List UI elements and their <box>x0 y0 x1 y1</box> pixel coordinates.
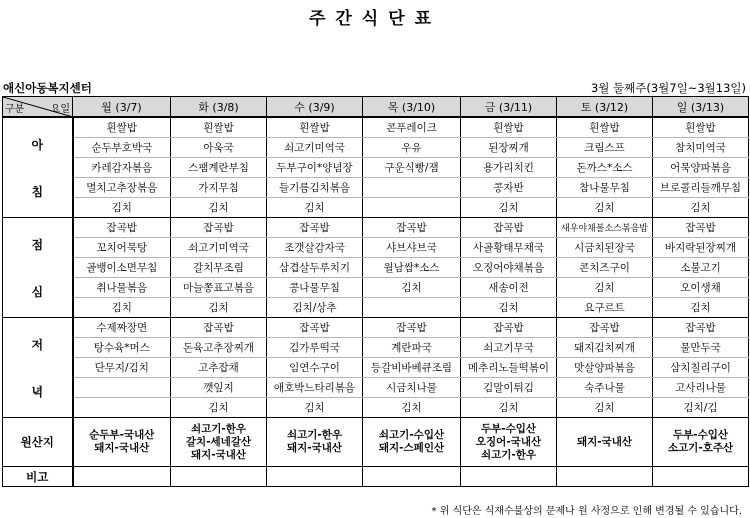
menu-item: 조갯살감자국 <box>267 238 363 258</box>
menu-item: 참치미역국 <box>653 138 749 158</box>
menu-item: 잡곡밥 <box>653 318 749 338</box>
menu-item: 김가루떡국 <box>267 338 363 358</box>
week-range: 3월 둘째주(3월7일~3월13일) <box>590 81 746 95</box>
origin-line: 두부-수입산 <box>672 429 729 441</box>
menu-item: 김치 <box>363 398 461 418</box>
menu-item: 김치 <box>73 198 171 218</box>
day-header: 목 (3/10) <box>363 97 461 118</box>
origin-cell <box>363 418 461 467</box>
menu-item <box>363 198 461 218</box>
origin-label: 원산지 <box>3 418 73 467</box>
origin-line: 쇠고기-한우 <box>286 429 343 441</box>
menu-item: 탕수육*머스 <box>73 338 171 358</box>
corner-cell <box>3 97 73 118</box>
menu-item: 김말이튀김 <box>461 378 557 398</box>
origin-line: 두부-수입산 <box>480 422 537 435</box>
menu-item: 시금치나물 <box>363 378 461 398</box>
menu-item: 된장찌개 <box>461 138 557 158</box>
menu-item: 브로콜리들깨무침 <box>653 178 749 198</box>
menu-item: 고사리나물 <box>653 378 749 398</box>
menu-item <box>73 398 171 418</box>
origin-row <box>3 418 749 467</box>
meal-label-top: 저 <box>31 337 44 352</box>
menu-item: 바지락된장찌개 <box>653 238 749 258</box>
menu-row <box>3 238 749 258</box>
menu-table-body <box>3 97 749 487</box>
menu-item: 김치/상추 <box>267 298 363 318</box>
menu-item: 김치 <box>171 298 267 318</box>
menu-item: 잡곡밥 <box>267 318 363 338</box>
menu-row <box>3 338 749 358</box>
menu-item: 잡곡밥 <box>171 318 267 338</box>
origin-line: 돼지-국내산 <box>286 442 343 454</box>
menu-item: 콩나물무침 <box>267 278 363 298</box>
menu-item <box>73 378 171 398</box>
menu-item: 구운식빵/잼 <box>363 158 461 178</box>
menu-row <box>3 298 749 318</box>
meal-label-top: 아 <box>31 137 44 152</box>
origin-line: 쇠고기-한우 <box>190 422 247 435</box>
note-cell <box>171 467 267 487</box>
origin-line: 오징어-국내산 <box>475 435 542 448</box>
day-header: 수 (3/9) <box>267 97 363 118</box>
menu-item: 수제짜장면 <box>73 318 171 338</box>
menu-item: 취나물볶음 <box>73 278 171 298</box>
menu-item <box>363 178 461 198</box>
menu-item: 크림스프 <box>557 138 653 158</box>
menu-item: 메추리노들떡볶이 <box>461 358 557 378</box>
menu-item: 돼지김치찌개 <box>557 338 653 358</box>
note-cell <box>653 467 749 487</box>
origin-cell <box>653 418 749 467</box>
menu-item: 계란파국 <box>363 338 461 358</box>
menu-row <box>3 178 749 198</box>
menu-item: 어묵양파볶음 <box>653 158 749 178</box>
menu-item: 콘치즈구이 <box>557 258 653 278</box>
menu-item: 콩자반 <box>461 178 557 198</box>
menu-item: 새송이전 <box>461 278 557 298</box>
corner-label-category: 구분 <box>5 104 25 115</box>
day-header: 월 (3/7) <box>73 97 171 118</box>
menu-item: 등갈비바베큐조림 <box>363 358 461 378</box>
menu-item: 김치/김 <box>653 398 749 418</box>
center-name: 애신아동복지센터 <box>3 81 92 95</box>
menu-item: 아욱국 <box>171 138 267 158</box>
menu-row <box>3 318 749 338</box>
origin-line: 돼지-국내산 <box>190 448 247 461</box>
menu-row <box>3 117 749 138</box>
menu-item: 물만두국 <box>653 338 749 358</box>
footnote: * 위 식단은 식재수불상의 문제나 원 사정으로 인해 변경될 수 있습니다. <box>431 506 742 517</box>
menu-row <box>3 158 749 178</box>
menu-item: 흰쌀밥 <box>73 117 171 138</box>
origin-cell <box>73 418 171 467</box>
menu-item: 샤브샤브국 <box>363 238 461 258</box>
menu-item: 잡곡밥 <box>653 218 749 238</box>
menu-item: 잡곡밥 <box>557 318 653 338</box>
meal-label <box>3 318 73 418</box>
menu-item: 순두부호박국 <box>73 138 171 158</box>
origin-line: 쇠고기-수입산 <box>378 429 445 441</box>
menu-item: 쇠고기미역국 <box>267 138 363 158</box>
menu-item: 흰쌀밥 <box>267 117 363 138</box>
day-header: 일 (3/13) <box>653 97 749 118</box>
menu-row <box>3 358 749 378</box>
menu-row <box>3 138 749 158</box>
day-header: 화 (3/8) <box>171 97 267 118</box>
menu-item: 삼치칠리구이 <box>653 358 749 378</box>
menu-item: 멸치고추장볶음 <box>73 178 171 198</box>
page-title: 주간식단표 <box>308 9 442 29</box>
menu-item: 흰쌀밥 <box>557 117 653 138</box>
origin-line: 돼지-국내산 <box>94 442 150 454</box>
menu-row <box>3 278 749 298</box>
menu-item <box>363 298 461 318</box>
menu-item: 김치 <box>267 198 363 218</box>
meal-label-bottom: 심 <box>31 284 44 299</box>
menu-item: 김치 <box>461 398 557 418</box>
menu-item: 잡곡밥 <box>73 218 171 238</box>
day-header: 금 (3/11) <box>461 97 557 118</box>
origin-line: 소고기-호주산 <box>667 442 734 454</box>
menu-item: 김치 <box>557 198 653 218</box>
menu-item: 요구르트 <box>557 298 653 318</box>
origin-line: 갈치-세네갈산 <box>185 435 252 448</box>
menu-item: 김치 <box>171 198 267 218</box>
menu-table <box>2 96 749 487</box>
menu-item: 김치 <box>557 398 653 418</box>
corner-label-day: 요일 <box>50 104 70 115</box>
menu-item: 월남쌈*소스 <box>363 258 461 278</box>
meal-label-bottom: 녁 <box>31 384 44 399</box>
origin-line: 순두부-국내산 <box>89 429 155 441</box>
menu-item: 맛살양파볶음 <box>557 358 653 378</box>
menu-item: 콘푸레이크 <box>363 117 461 138</box>
menu-item: 마늘쫑표고볶음 <box>171 278 267 298</box>
menu-item: 사골황태무채국 <box>461 238 557 258</box>
menu-item: 꼬치어묵탕 <box>73 238 171 258</box>
menu-item: 김치 <box>461 198 557 218</box>
menu-item: 쇠고기무국 <box>461 338 557 358</box>
meal-label-top: 점 <box>31 237 44 252</box>
menu-item: 김치 <box>461 298 557 318</box>
menu-item: 김치 <box>267 398 363 418</box>
menu-item: 김치 <box>653 298 749 318</box>
menu-item: 쇠고기미역국 <box>171 238 267 258</box>
menu-item: 김치 <box>653 198 749 218</box>
menu-item: 임연수구이 <box>267 358 363 378</box>
note-cell <box>557 467 653 487</box>
menu-item: 흰쌀밥 <box>461 117 557 138</box>
origin-cell <box>557 418 653 467</box>
menu-item: 잡곡밥 <box>363 318 461 338</box>
menu-row <box>3 198 749 218</box>
note-row <box>3 467 749 487</box>
origin-line: 돼지-국내산 <box>576 435 633 448</box>
menu-item: 고추잡채 <box>171 358 267 378</box>
day-header: 토 (3/12) <box>557 97 653 118</box>
menu-item: 갈치무조림 <box>171 258 267 278</box>
origin-cell <box>461 418 557 467</box>
origin-line: 돼지-스페인산 <box>378 442 445 454</box>
menu-item: 애호박느타리볶음 <box>267 378 363 398</box>
menu-item: 스팸계란부침 <box>171 158 267 178</box>
menu-item: 우유 <box>363 138 461 158</box>
meal-label <box>3 218 73 318</box>
menu-item: 골뱅이소면무침 <box>73 258 171 278</box>
menu-item: 잡곡밥 <box>461 218 557 238</box>
menu-item: 시금치된장국 <box>557 238 653 258</box>
menu-item: 흰쌀밥 <box>653 117 749 138</box>
menu-item: 잡곡밥 <box>267 218 363 238</box>
note-cell <box>363 467 461 487</box>
menu-item: 참나물무침 <box>557 178 653 198</box>
menu-item: 새우야채볼소스볶음밥 <box>557 218 653 238</box>
origin-cell <box>267 418 363 467</box>
menu-item: 김치 <box>363 278 461 298</box>
menu-item: 잡곡밥 <box>171 218 267 238</box>
menu-row <box>3 378 749 398</box>
origin-line: 쇠고기-한우 <box>480 448 537 461</box>
menu-item: 두부구이*양념장 <box>267 158 363 178</box>
origin-cell <box>171 418 267 467</box>
note-cell <box>267 467 363 487</box>
menu-item: 돈육고추장찌개 <box>171 338 267 358</box>
menu-item: 오이생채 <box>653 278 749 298</box>
menu-item: 김치 <box>171 398 267 418</box>
meal-label-bottom: 침 <box>31 184 44 199</box>
menu-item: 잡곡밥 <box>363 218 461 238</box>
menu-item: 흰쌀밥 <box>171 117 267 138</box>
menu-item: 김치 <box>557 278 653 298</box>
menu-item: 가지무침 <box>171 178 267 198</box>
meal-label <box>3 117 73 218</box>
menu-item: 숙주나물 <box>557 378 653 398</box>
menu-item: 잡곡밥 <box>461 318 557 338</box>
menu-item: 용가리치킨 <box>461 158 557 178</box>
menu-item: 깻잎지 <box>171 378 267 398</box>
note-cell <box>73 467 171 487</box>
menu-item: 단무지/김치 <box>73 358 171 378</box>
menu-item: 오징어야채볶음 <box>461 258 557 278</box>
menu-item: 김치 <box>73 298 171 318</box>
menu-item: 들기름김치볶음 <box>267 178 363 198</box>
header-row <box>3 97 749 118</box>
menu-item: 소불고기 <box>653 258 749 278</box>
note-label: 비고 <box>3 467 73 487</box>
menu-row <box>3 218 749 238</box>
menu-row <box>3 258 749 278</box>
menu-row <box>3 398 749 418</box>
menu-item: 삼겹살두루치기 <box>267 258 363 278</box>
menu-item: 돈까스*소스 <box>557 158 653 178</box>
note-cell <box>461 467 557 487</box>
menu-item: 카레감자볶음 <box>73 158 171 178</box>
